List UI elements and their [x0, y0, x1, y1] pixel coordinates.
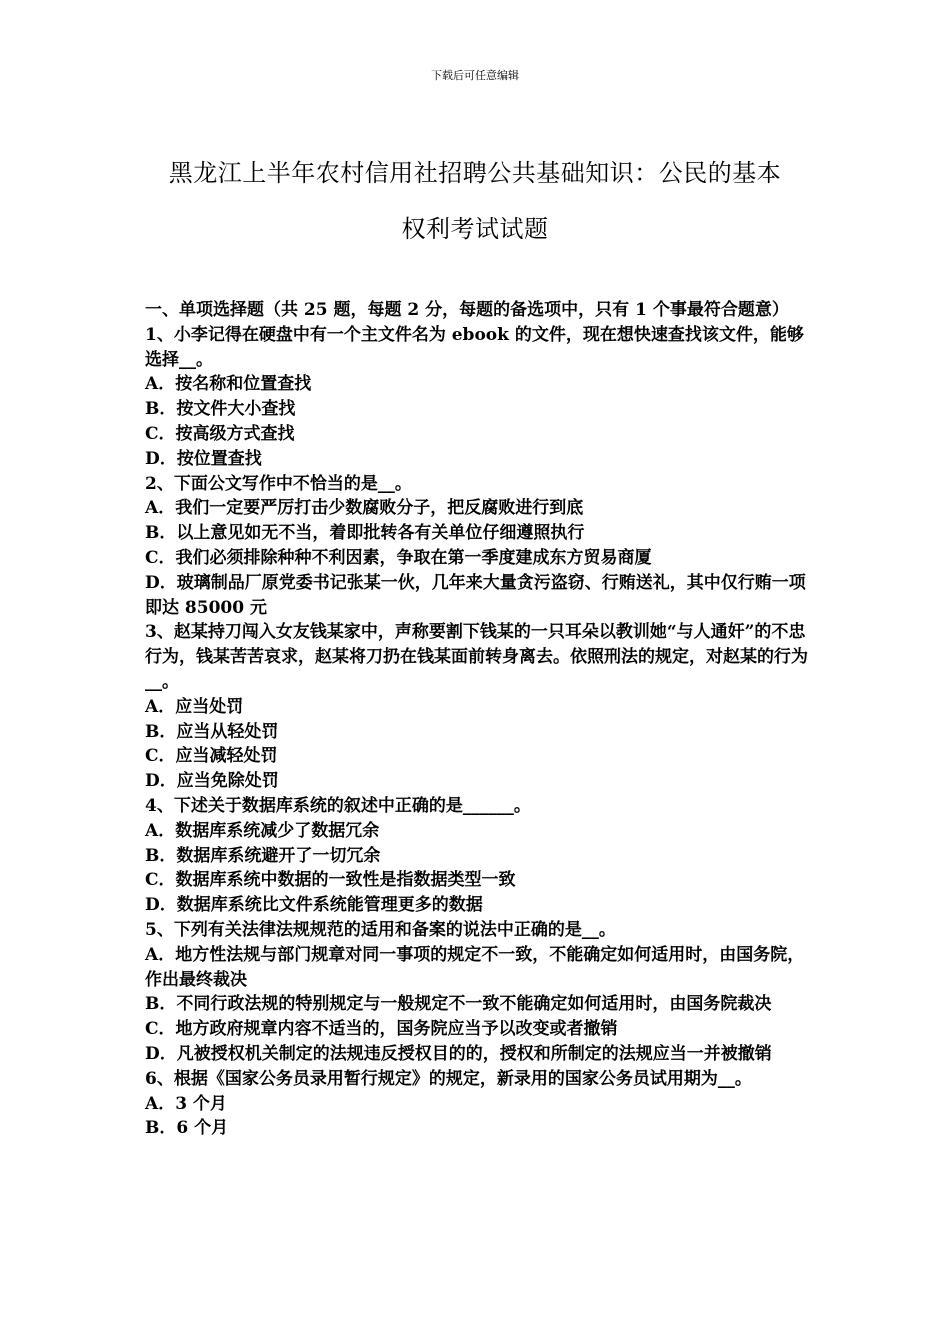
option-b: B．6 个月: [145, 1118, 229, 1139]
option-b: B．按文件大小查找: [145, 399, 296, 420]
option-d: D．玻璃制品厂原党委书记张某一伙，几年来大量贪污盗窃、行贿送礼，其中仅行贿一项即达 85000 元: [145, 572, 806, 618]
question-1: [145, 323, 817, 472]
option-b: B．应当从轻处罚: [145, 721, 279, 742]
option-b: B．数据库系统避开了一切冗余: [145, 845, 381, 866]
option-a: A．数据库系统减少了数据冗余: [145, 820, 380, 841]
option-d: D．应当免除处罚: [145, 771, 279, 792]
option-c: C．我们必须排除种种不利因素，争取在第一季度建成东方贸易商厦: [145, 547, 652, 568]
question-stem: 3、赵某持刀闯入女友钱某家中，声称要割下钱某的一只耳朵以教训她“与人通奸”的不忠行为，钱某苦苦哀求，赵某将刀扔在钱某面前转身离去。依照刑法的规定，对赵某的行为__。: [145, 622, 808, 692]
option-b: B．不同行政法规的特别规定与一般规定不一致不能确定如何适用时，由国务院裁决: [145, 994, 772, 1015]
question-6: [145, 1067, 817, 1141]
question-4: [145, 794, 817, 918]
question-stem: 5、下列有关法律法规规范的适用和备案的说法中正确的是__。: [145, 919, 616, 940]
title-line-2: 权利考试试题: [401, 215, 549, 243]
question-stem: 4、下述关于数据库系统的叙述中正确的是______。: [145, 795, 531, 816]
option-d: D．数据库系统比文件系统能管理更多的数据: [145, 895, 483, 916]
option-d: D．凡被授权机关制定的法规违反授权目的的，授权和所制定的法规应当一并被撤销: [145, 1043, 772, 1064]
question-2: [145, 472, 817, 621]
page-title: [120, 145, 830, 257]
section-heading: 一、单项选择题（共 25 题，每题 2 分，每题的备选项中，只有 1 个事最符合题意）: [145, 300, 789, 320]
question-stem: 6、根据《国家公务员录用暂行规定》的规定，新录用的国家公务员试用期为__。: [145, 1068, 752, 1089]
option-a: A．3 个月: [145, 1093, 227, 1114]
title-line-1: 黑龙江上半年农村信用社招聘公共基础知识：公民的基本: [168, 159, 782, 187]
exam-content: [145, 298, 817, 1141]
option-d: D．按位置查找: [145, 448, 262, 469]
option-c: C．应当减轻处罚: [145, 746, 278, 767]
question-stem: 1、小李记得在硬盘中有一个主文件名为 ebook 的文件，现在想快速查找该文件，能够选择__。: [145, 324, 804, 370]
question-5: [145, 918, 817, 1067]
option-c: C．地方政府规章内容不适当的，国务院应当予以改变或者撤销: [145, 1019, 618, 1040]
option-a: A．地方性法规与部门规章对同一事项的规定不一致，不能确定如何适用时，由国务院，作出最终裁决: [145, 944, 805, 990]
option-c: C．数据库系统中数据的一致性是指数据类型一致: [145, 870, 516, 891]
option-a: A．我们一定要严厉打击少数腐败分子，把反腐败进行到底: [145, 498, 584, 519]
question-3: [145, 620, 817, 794]
option-a: A．按名称和位置查找: [145, 374, 312, 395]
option-a: A．应当处罚: [145, 696, 244, 717]
option-b: B．以上意见如无不当，着即批转各有关单位仔细遵照执行: [145, 523, 585, 544]
header-note: 下载后可任意编辑: [431, 69, 519, 82]
option-c: C．按高级方式查找: [145, 423, 295, 444]
question-stem: 2、下面公文写作中不恰当的是__。: [145, 473, 412, 494]
